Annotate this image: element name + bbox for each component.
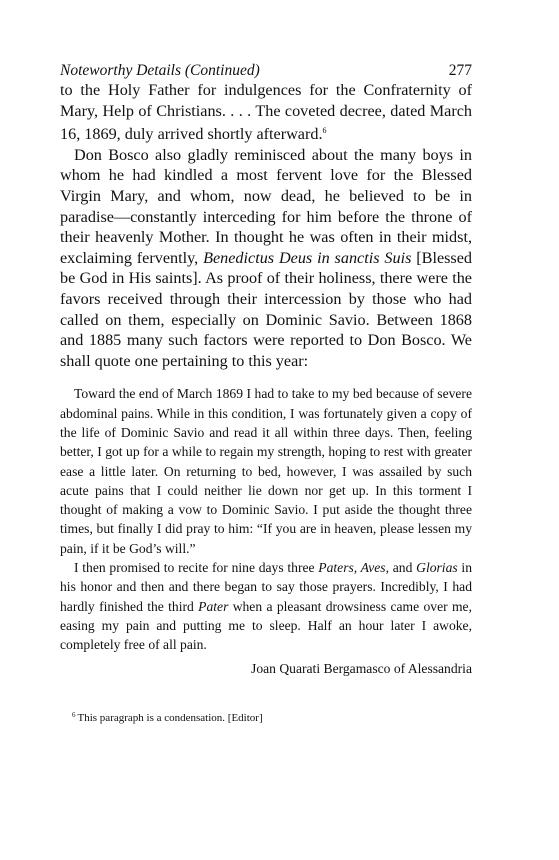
paragraph-text: to the Holy Father for indulgences for the Confraternity of Mary, Help of Christians. . . . The coveted decree, dated March 16, 1869, duly arrived shortly afterward. [60,81,472,144]
paragraph-don-bosco [60,145,472,372]
quote-text: when a pleasant drowsiness came over me, easing my pain and putting me to sleep. Half an hour later I awoke, completely free of all pain. [60,598,472,653]
quote-paragraph: Toward the end of March 1869 I had to take to my bed because of severe abdominal pains. While in this condition, I was fortunately given a copy of the life of Dominic Savio and read it all within three days. Then, feeling better, I got up for a while to regain my strength, hoping to rest with greater ease a little later. On returning to bed, however, I was assailed by such acute pains that I could neither lie down nor get up. In this torment I thought of making a vow to Dominic Savio. I put aside the thought three times, but finally I did pray to him: “If you are in heaven, please lessen my pain, if it be God’s will.” [60,386,472,556]
prayer-name: Glorias [416,559,458,575]
paragraph-text: [Blessed be God in His saints]. As proof of their holiness, there were the favors received through their intercession by those who had called on them, especially on Dominic Savio. Between 1868 and 1885 many such factors were reported to Don Bosco. We shall quote one pertaining to this year: [60,248,473,370]
page-number: 277 [448,62,472,79]
running-head [60,62,472,80]
paragraph-continuation [60,80,472,145]
book-page [60,62,472,725]
footnote-reference: 6 [322,126,327,136]
prayer-name: Pater [198,598,229,614]
running-title: Noteworthy Details (Continued) [60,62,260,79]
quote-paragraph [60,558,472,654]
footnote-marker: 6 [72,711,76,720]
prayer-names: Paters, Aves, [318,559,389,575]
quote-signature: Joan Quarati Bergamasco of Alessandria [251,661,472,677]
footnote [60,708,472,725]
latin-phrase: Benedictus Deus in sanctis Suis [203,248,412,267]
footnote-text: This paragraph is a condensation. [Editor] [77,712,263,725]
body-text [60,80,472,371]
quote-text: and [389,559,417,575]
quote-text: I then promised to recite for nine days three [74,559,319,575]
block-quote [60,384,472,678]
paragraph-text: Don Bosco also gladly reminisced about the many boys in whom he had kindled a most fervent love for the Blessed Virgin Mary, and whom, now dead, he believed to be in paradise—constantly interceding for him before the throne of their heavenly Mother. In thought he was often in their midst, exclaiming fervently, [60,145,472,267]
quote-text: in his honor and then and there began to say those prayers. Incredibly, I had hardly finished the third [60,559,472,614]
